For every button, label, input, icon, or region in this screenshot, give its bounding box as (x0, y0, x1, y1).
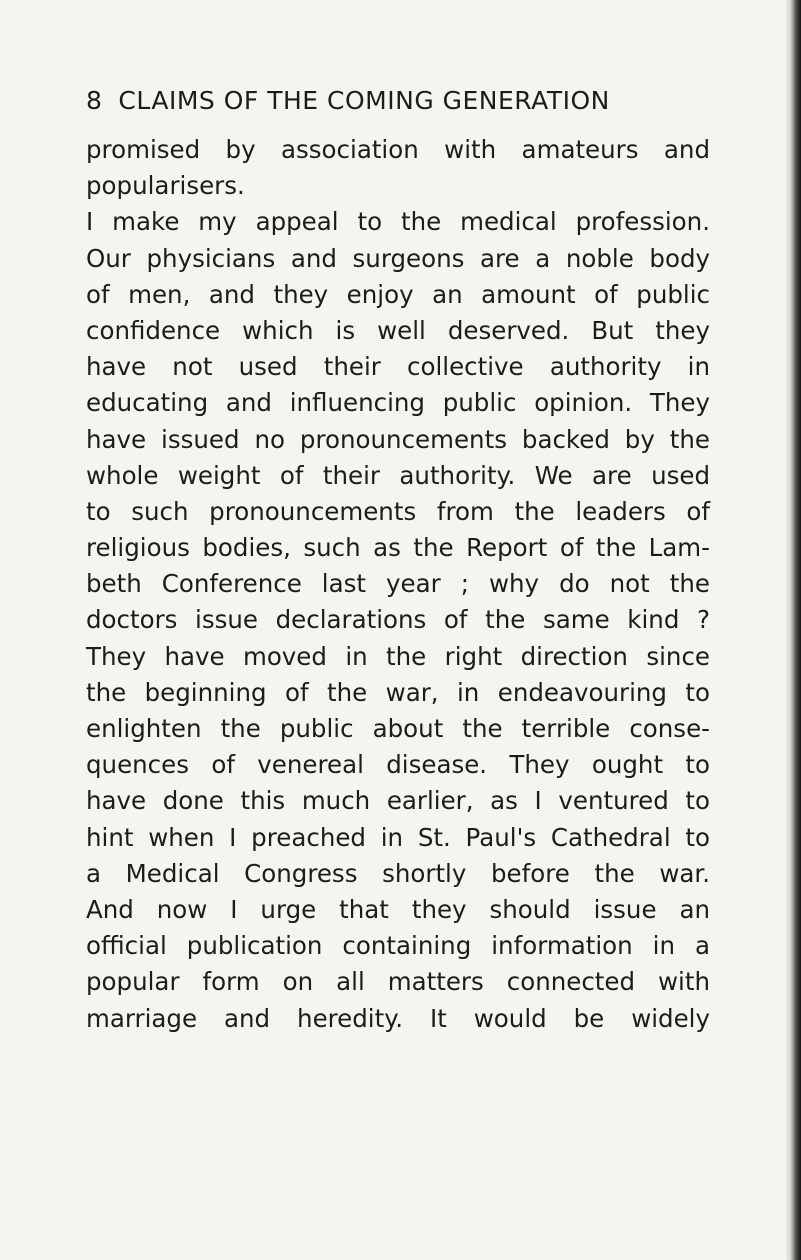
text-line: official publication containing information in a (86, 931, 710, 961)
text-line: hint when I preached in St. Paul's Cathedral to (86, 822, 710, 852)
text-line: whole weight of their authority. We are used (86, 460, 710, 490)
text-line: They have moved in the right direction since (86, 641, 710, 671)
text-line: quences of venereal disease. They ought to (86, 750, 710, 780)
text-line: beth Conference last year ; why do not the (86, 569, 710, 599)
page-number: 8 (86, 85, 103, 115)
text-line: to such pronouncements from the leaders of (86, 496, 710, 526)
text-line: have not used their collective authority in (86, 352, 710, 382)
text-line: promised by association with amateurs and (86, 135, 710, 164)
text-line: a Medical Congress shortly before the war. (86, 858, 710, 888)
text-line: I make my appeal to the medical profession. (86, 207, 710, 237)
body-text (86, 132, 710, 1037)
text-line: educating and influencing public opinion. They (86, 388, 710, 418)
running-header (86, 80, 726, 120)
text-line: the beginning of the war, in endeavouring to (86, 677, 710, 707)
text-line: of men, and they enjoy an amount of public (86, 279, 710, 309)
text-line: popular form on all matters connected with (86, 967, 710, 997)
text-line: Our physicians and surgeons are a noble body (86, 243, 710, 273)
text-line: have issued no pronouncements backed by the (86, 424, 710, 454)
text-line: doctors issue declarations of the same kind ? (86, 605, 710, 635)
text-line: religious bodies, such as the Report of the Lam- (86, 533, 710, 563)
page-edge-shadow (785, 0, 801, 1260)
running-title: CLAIMS OF THE COMING GENERATION (118, 85, 610, 115)
text-line: And now I urge that they should issue an (86, 894, 710, 924)
text-line: confidence which is well deserved. But they (86, 315, 710, 345)
text-line: popularisers. (86, 171, 245, 201)
text-line: have done this much earlier, as I ventured to (86, 786, 710, 816)
text-line: enlighten the public about the terrible conse- (86, 714, 710, 743)
text-line: marriage and heredity. It would be widely (86, 1003, 710, 1033)
